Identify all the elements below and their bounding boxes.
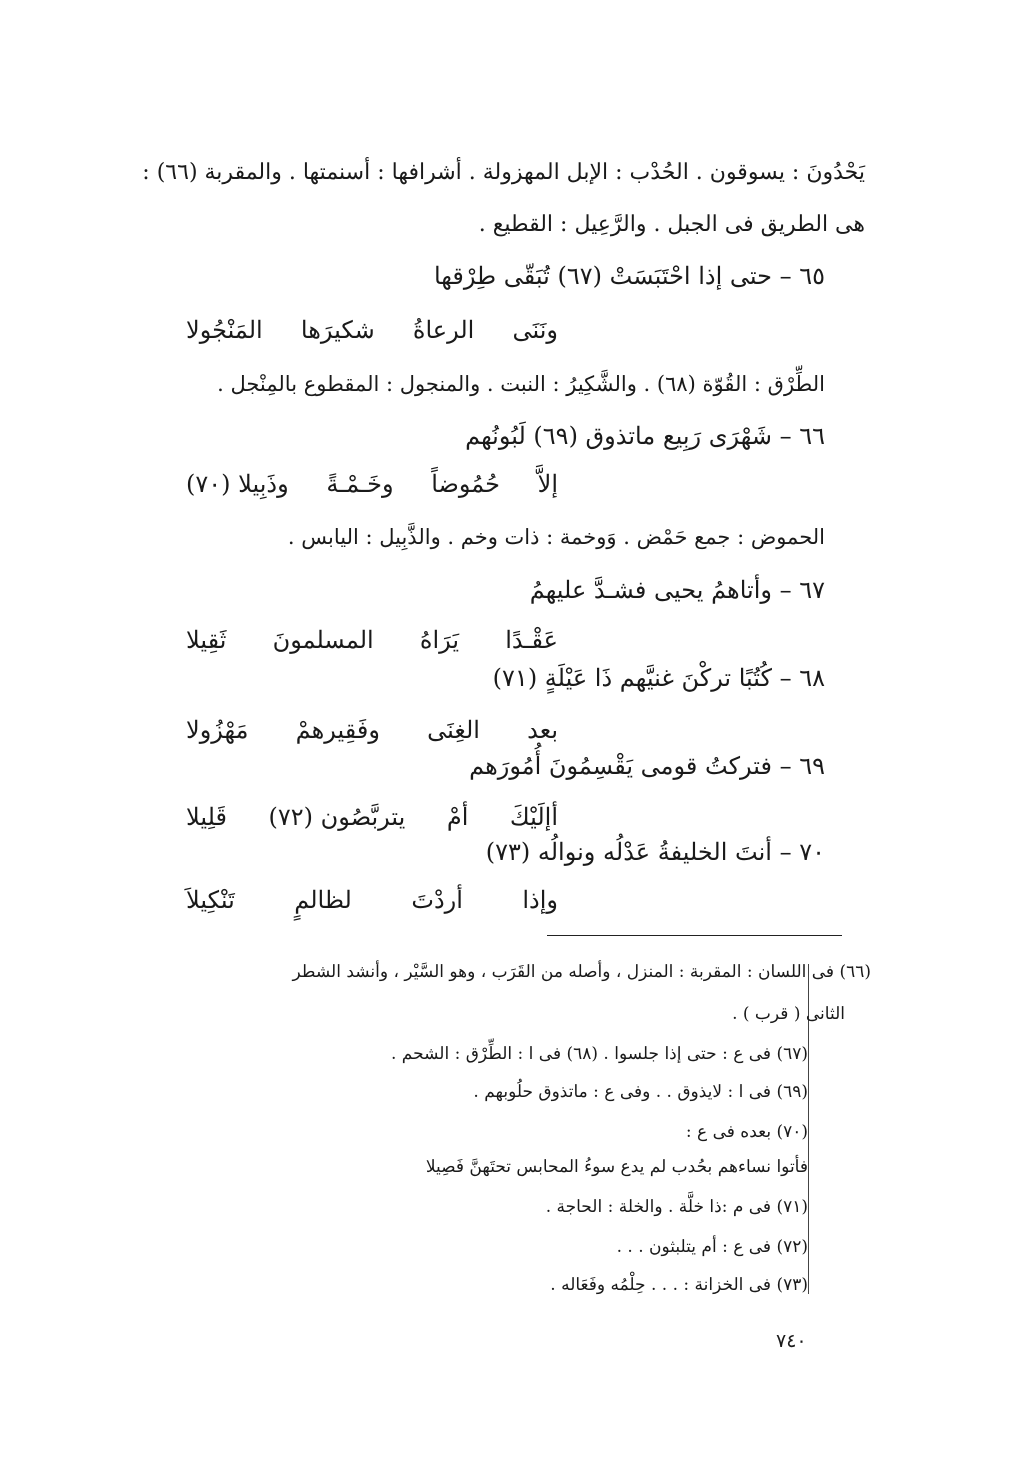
verse-word: وإذا xyxy=(522,886,558,914)
verse-word: الغِنَى xyxy=(427,716,480,744)
gloss-line-2: هى الطريق فى الجبل . والرَّعِيل : القطيع . xyxy=(478,212,865,237)
gloss-66: الحموض : جمع حَمْض . وَوخمة : ذات وخم . والذَّبِيل : اليابس . xyxy=(287,525,825,549)
verse-word: أإلَيْكَ xyxy=(509,803,558,831)
verse-word: يتربَّصُون (٧٢) xyxy=(268,803,406,831)
verse-word: أردْتَ xyxy=(411,886,463,914)
verse-word: المَنْجُولا xyxy=(186,316,263,344)
verse-word: ونَنَى xyxy=(512,316,558,344)
verse-word: عَقْـدًا xyxy=(505,626,558,654)
footnote-66: (٦٦) فى اللسان : المقربة : المنزل ، وأصله من القَرَب ، وهو السَّيْر ، وأنشد الشطر xyxy=(292,962,871,982)
verse-word: وفَقِيرهمْ xyxy=(295,716,380,744)
verse-word: مَهْزُولا xyxy=(186,716,249,744)
page-number: ٧٤٠ xyxy=(776,1330,807,1352)
verse-66-first: ٦٦ – شَهْرَى رَبِيع ماتذوق (٦٩) لَبُونُهم xyxy=(465,422,825,450)
gloss-65: الطِّرْق : القُوّة (٦٨) . والشَّكِيرُ : النبت . والمنجول : المقطوع بالمِنْجل . xyxy=(217,372,825,396)
verse-word: أمْ xyxy=(446,803,469,831)
verse-67-second xyxy=(186,620,558,660)
verse-word: إلاَّ xyxy=(537,470,558,498)
verse-70-second xyxy=(186,880,558,920)
footnote-70-verse: فأتوا نساءهم بحُدب لم يدع سوءُ المحابس تحتَهنَّ فَصِيلا xyxy=(425,1157,808,1177)
verse-69-second xyxy=(186,797,558,837)
gloss-line-1: يَحْدُونَ : يسوقون . الحُدْب : الإبل المهزولة . أشرافها : أسنمتها . والمقربة (٦٦) : xyxy=(142,160,865,185)
verse-word: حُمُوضاً xyxy=(431,470,500,498)
verse-70-first: ٧٠ – أنتَ الخليفةُ عَدْلُه ونوالُه (٧٣) xyxy=(485,838,825,866)
verse-68-second xyxy=(186,710,558,750)
verse-65-first: ٦٥ – حتى إذا احْتَبَسَتْ (٦٧) تُبَقّى طِرْقها xyxy=(433,262,825,290)
verse-word: يَرَاهُ xyxy=(419,626,460,654)
verse-word: ثَقِيلا xyxy=(186,626,227,654)
verse-68-first: ٦٨ – كُتُبًا تركْنَ غنيَّهم ذَا عَيْلَةٍ (٧١) xyxy=(492,664,825,692)
verse-word: لظالمٍ xyxy=(294,886,352,914)
footnote-72: (٧٢) فى ع : أم يتلبثون . . . xyxy=(616,1237,808,1257)
footnote-66-cont: الثانى ( قرب ) . xyxy=(732,1004,845,1024)
verse-word: بعد xyxy=(527,716,558,744)
verse-67-first: ٦٧ – وأتاهمُ يحيى فشـدَّ عليهمُ xyxy=(529,576,825,604)
verse-69-first: ٦٩ – فتركتُ قومى يَقْسِمُونَ أُمُورَهم xyxy=(469,752,825,780)
footnote-70: (٧٠) بعده فى ع : xyxy=(685,1122,808,1142)
footnote-69: (٦٩) فى ا : لايذوق . . وفى ع : ماتذوق حلُوبهم . xyxy=(473,1082,808,1102)
verse-word: الرعاةُ xyxy=(412,316,475,344)
verse-66-second xyxy=(186,464,558,504)
verse-word: المسلمونَ xyxy=(272,626,374,654)
footnote-71: (٧١) فى م :ذا خلَّة . والخلة : الحاجة . xyxy=(545,1197,808,1217)
footnote-67-68: (٦٧) فى ع : حتى إذا جلسوا . (٦٨) فى ا : الطِّرْق : الشحم . xyxy=(391,1044,808,1064)
verse-word: شكيرَها xyxy=(300,316,375,344)
footnote-73: (٧٣) فى الخزانة : . . . حِلْمُه وفَعَاله . xyxy=(550,1275,808,1295)
verse-word: قَلِيلا xyxy=(186,803,228,831)
verse-65-second xyxy=(186,310,558,350)
verse-word: تَنْكِيلاَ xyxy=(186,886,235,914)
verse-word: وذَبِيلا (٧٠) xyxy=(186,470,289,498)
footnote-separator xyxy=(547,935,842,936)
verse-word: وخَـمْـةً xyxy=(326,470,394,498)
